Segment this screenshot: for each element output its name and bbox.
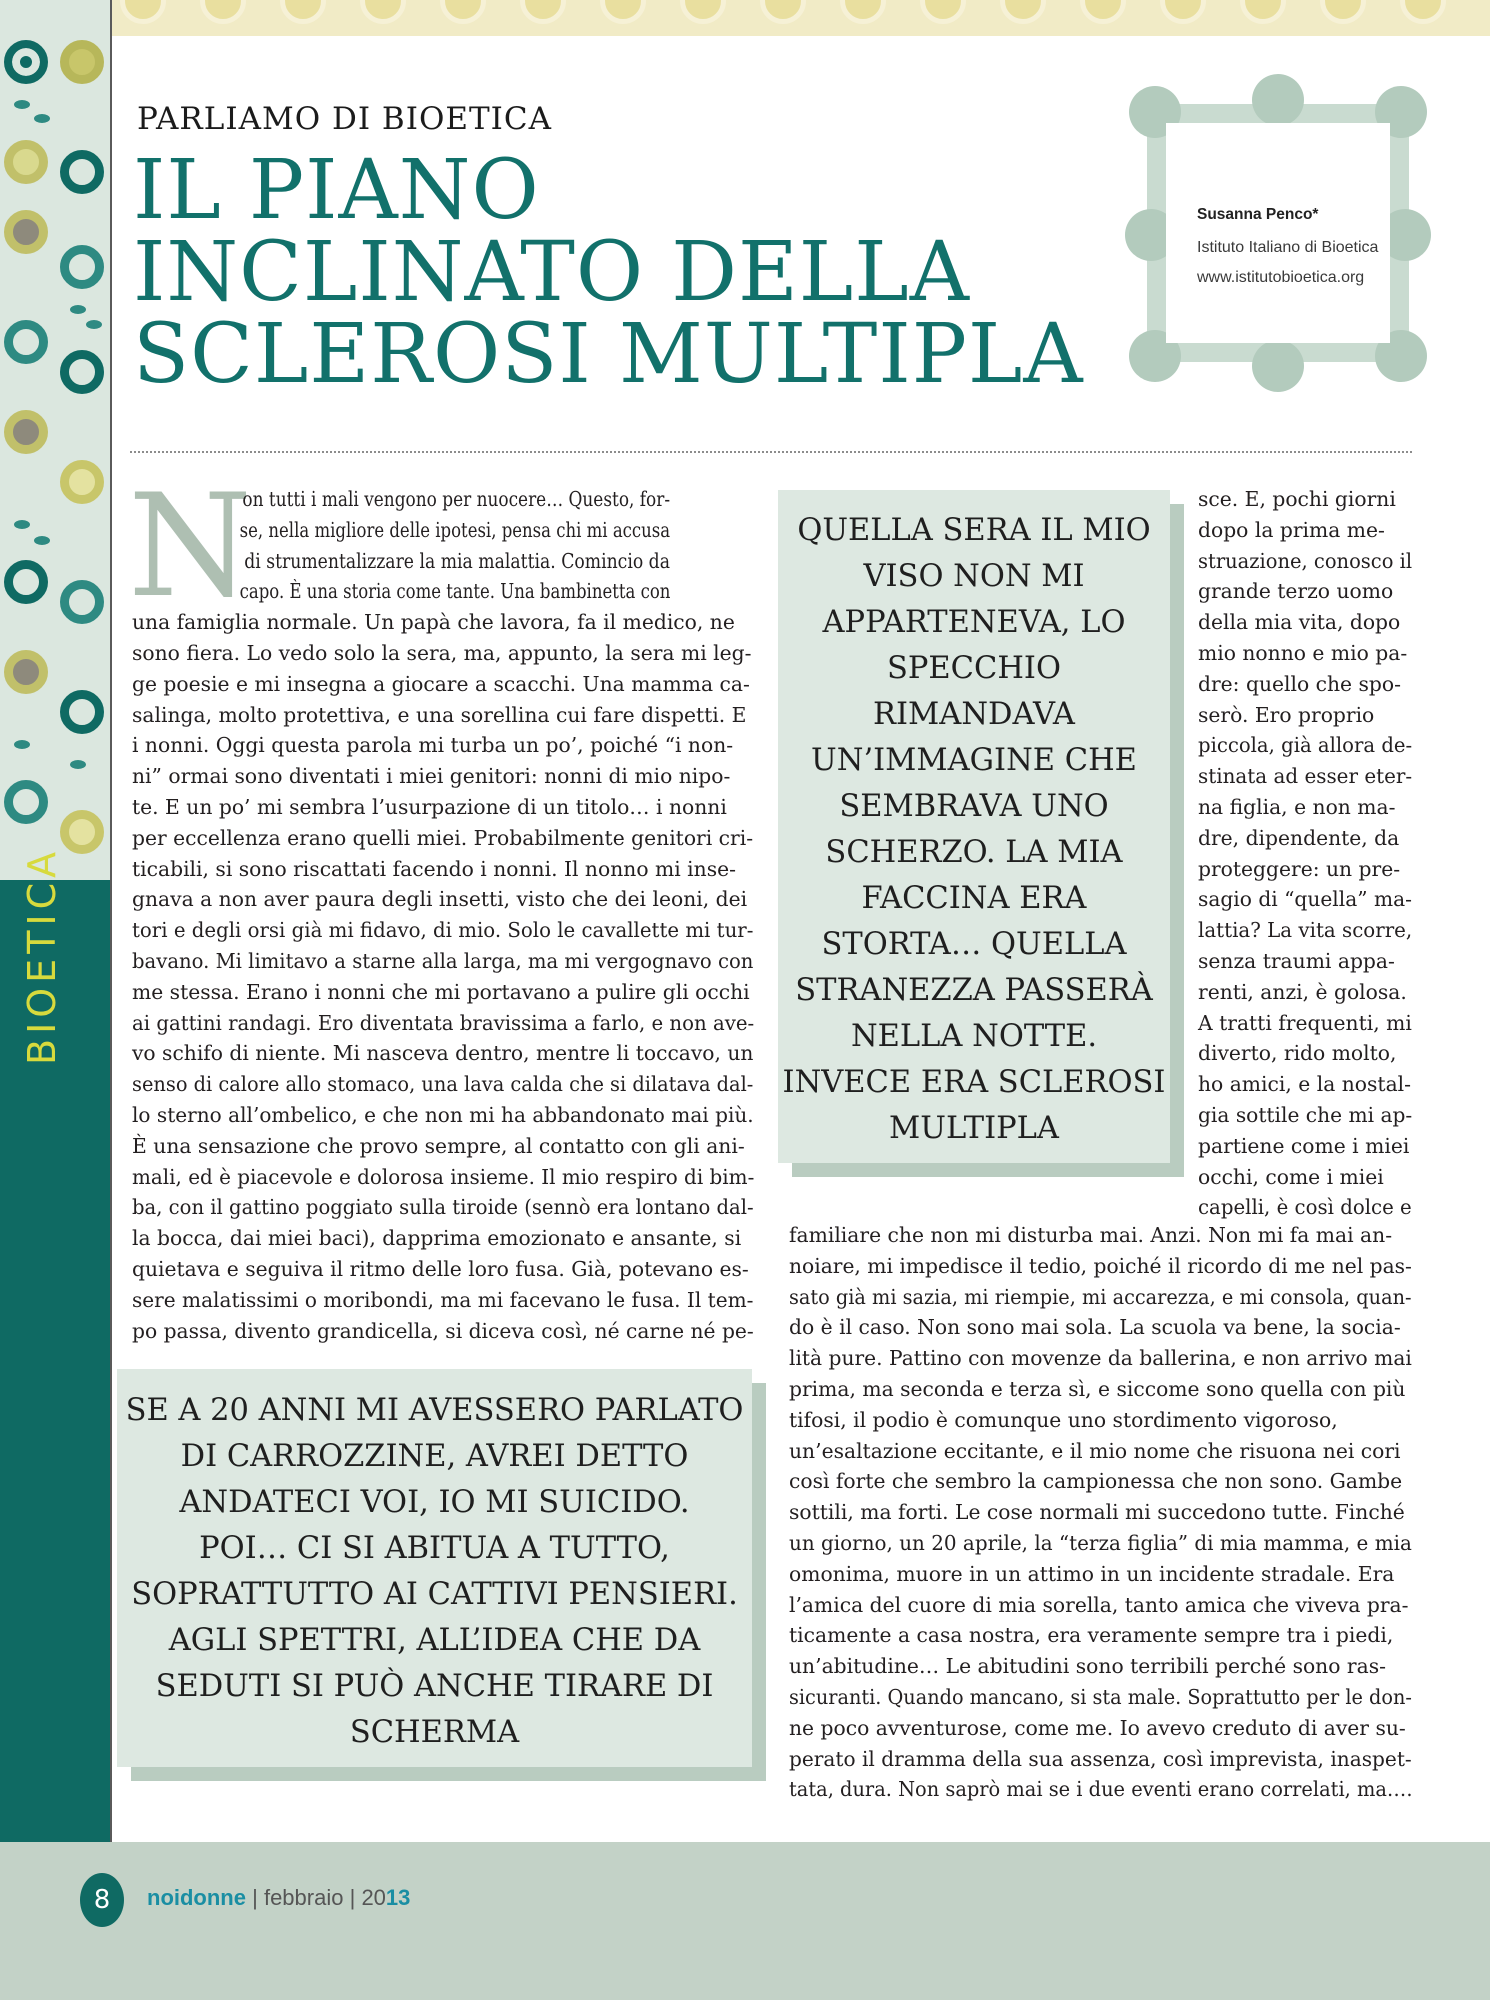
pull-quote-line: FACCINA ERA bbox=[861, 881, 1087, 916]
body-text-line: mio nonno e mio pa- bbox=[1198, 640, 1408, 665]
body-text-line: ai gattini randagi. Ero diventata bravissima a farlo, e non ave- bbox=[132, 1010, 755, 1035]
body-text-line: un giorno, un 20 aprile, la “terza figlia” di mia mamma, e mia bbox=[789, 1530, 1412, 1555]
pull-quote-line: VISO NON MI bbox=[863, 559, 1085, 594]
body-text-line: della mia vita, dopo bbox=[1198, 610, 1401, 635]
margin-rule bbox=[110, 0, 112, 1842]
body-text-line: diverto, rido molto, bbox=[1198, 1041, 1397, 1066]
body-text-line: na figlia, e non ma- bbox=[1198, 794, 1396, 819]
pull-quote-line: INVECE ERA SCLEROSI bbox=[782, 1065, 1166, 1100]
body-text-line: grande terzo uomo bbox=[1198, 579, 1394, 604]
body-text-line: un’abitudine… Le abitudini sono terribili perché sono ras- bbox=[789, 1654, 1386, 1679]
body-text-line: tifosi, il podio è comunque uno stordimento vigoroso, bbox=[789, 1407, 1338, 1432]
pull-quote-line: STORTA… QUELLA bbox=[821, 927, 1127, 962]
pull-quote-line: POI… CI SI ABITUA A TUTTO, bbox=[199, 1531, 670, 1566]
body-text-line: perato il dramma della sua assenza, così imprevista, inaspet- bbox=[789, 1746, 1412, 1771]
kicker: PARLIAMO DI BIOETICA bbox=[137, 101, 553, 137]
issue-year-prefix: 20 bbox=[361, 1885, 386, 1910]
body-text-line: così forte che sembro la campionessa che non sono. Gambe bbox=[789, 1469, 1403, 1494]
body-text-line: i nonni. Oggi questa parola mi turba un po’, poiché “i non- bbox=[132, 733, 734, 758]
top-decorative-band bbox=[0, 0, 1490, 36]
body-text-line: mali, ed è piacevole e dolorosa insieme. Il mio respiro di bim- bbox=[132, 1164, 755, 1189]
body-text-line: sere malatissimi o moribondi, ma mi facevano le fusa. Il tem- bbox=[132, 1287, 754, 1312]
pull-quote-line: AGLI SPETTRI, ALL’IDEA CHE DA bbox=[168, 1623, 701, 1658]
pull-quote-2 bbox=[117, 1369, 752, 1767]
page-footer bbox=[0, 1842, 1490, 2000]
drop-cap: N bbox=[128, 464, 253, 629]
pull-quote-line: SCHERMA bbox=[349, 1715, 520, 1750]
body-text-line: po passa, divento grandicella, si diceva così, né carne né pe- bbox=[132, 1318, 754, 1343]
body-text-line: per eccellenza erano quelli miei. Probabilmente genitori cri- bbox=[132, 825, 754, 850]
body-text-line: serò. Ero proprio bbox=[1198, 702, 1375, 727]
body-text-line: capo. È una storia come tante. Una bambinetta con bbox=[239, 579, 671, 604]
issue-year-suffix: 13 bbox=[385, 1885, 411, 1910]
body-text-line: noiare, mi impedisce il tedio, poiché il ricordo di me nel pas- bbox=[789, 1253, 1412, 1278]
body-text-line: te. E un po’ mi sembra l’usurpazione di un titolo… i nonni bbox=[132, 794, 727, 819]
pull-quote-2-text bbox=[117, 1388, 752, 1756]
body-text-line: lo sterno all’ombelico, e che non mi ha abbandonato mai più. bbox=[132, 1102, 754, 1127]
pull-quote-line: SE A 20 ANNI MI AVESSERO PARLATO bbox=[125, 1393, 744, 1428]
body-text-line: senso di calore allo stomaco, una lava calda che si dilatava dal- bbox=[132, 1072, 754, 1097]
body-text-line: gia sottile che mi ap- bbox=[1198, 1102, 1413, 1127]
author-name: Susanna Penco* bbox=[1197, 206, 1319, 223]
footer-separator: | bbox=[349, 1885, 356, 1910]
body-text-line: lità pure. Pattino con movenze da ballerina, e non arrivo mai bbox=[789, 1346, 1412, 1371]
magazine-name: noidonne bbox=[147, 1885, 246, 1910]
left-decorative-pattern bbox=[0, 0, 110, 880]
body-text-line: tori e degli orsi già mi fidavo, di mio. Solo le cavallette mi tur- bbox=[132, 918, 754, 943]
body-text-line: ni” ormai sono diventati i miei genitori: nonni di mio nipo- bbox=[132, 764, 731, 789]
footer-separator: | bbox=[252, 1885, 258, 1910]
title-line: SCLEROSI MULTIPLA bbox=[133, 307, 1084, 402]
body-text-line: proteggere: un pre- bbox=[1198, 856, 1401, 881]
body-text-line: un’esaltazione eccitante, e il mio nome che risuona nei cori bbox=[789, 1438, 1401, 1463]
pull-quote-line: SEMBRAVA UNO bbox=[839, 789, 1109, 824]
body-text-line: partiene come i miei bbox=[1198, 1133, 1410, 1158]
body-text-line: sono fiera. Lo vedo solo la sera, ma, appunto, la sera mi leg- bbox=[132, 640, 752, 665]
article-title bbox=[133, 143, 1084, 402]
pull-quote-line: STRANEZZA PASSERÀ bbox=[795, 973, 1153, 1008]
pull-quote-line: SEDUTI SI PUÒ ANCHE TIRARE DI bbox=[155, 1669, 714, 1704]
body-text-line: dre: quello che spo- bbox=[1198, 671, 1401, 696]
body-text-line: ticabili, si sono riscattati facendo i nonni. Il nonno mi inse- bbox=[132, 856, 736, 881]
body-text-line: renti, anzi, è golosa. bbox=[1198, 979, 1407, 1004]
body-text-line: me stessa. Erano i nonni che mi portavano a pulire gli occhi bbox=[132, 979, 750, 1004]
body-text-line: A tratti frequenti, mi bbox=[1198, 1010, 1412, 1035]
body-text-line: piccola, già allora de- bbox=[1198, 733, 1413, 758]
pull-quote-line: NELLA NOTTE. bbox=[850, 1019, 1098, 1054]
body-text-line: lattia? La vita scorre, bbox=[1198, 918, 1413, 943]
body-text-line: on tutti i mali vengono per nuocere… Questo, for- bbox=[242, 487, 671, 511]
body-text-line: dre, dipendente, da bbox=[1198, 825, 1400, 850]
issue-year bbox=[361, 1885, 410, 1910]
pull-quote-line: SOPRATTUTTO AI CATTIVI PENSIERI. bbox=[131, 1577, 738, 1612]
pull-quote-line: APPARTENEVA, LO bbox=[822, 605, 1126, 640]
body-text-line: struazione, conosco il bbox=[1198, 548, 1413, 573]
issue-month: febbraio bbox=[263, 1885, 344, 1910]
body-text-line: ne poco avventurose, come me. Io avevo creduto di aver su- bbox=[789, 1715, 1406, 1740]
body-text-line: capelli, è così dolce e bbox=[1198, 1195, 1412, 1220]
body-text-line: sottili, ma forti. Le cose normali mi succedono tutte. Finché bbox=[789, 1500, 1405, 1525]
body-text-line: tata, dura. Non saprò mai se i due eventi erano correlati, ma…. bbox=[789, 1777, 1413, 1802]
body-text-line: ticamente a casa nostra, era veramente sempre tra i piedi, bbox=[789, 1623, 1394, 1648]
column-2-text bbox=[1198, 484, 1412, 1223]
article-column-2 bbox=[1198, 484, 1412, 1223]
body-text-line: salinga, molto protettiva, e una sorellina cui fare dispetti. E bbox=[132, 702, 747, 727]
column-1-text bbox=[132, 484, 754, 1346]
body-text-line: l’amica del cuore di mia sorella, tanto amica che viveva pra- bbox=[789, 1592, 1409, 1617]
body-text-line: sicuranti. Quando mancano, si sta male. Soprattutto per le don- bbox=[789, 1684, 1412, 1709]
magazine-footer-credit bbox=[147, 1885, 410, 1911]
body-text-line: bavano. Mi limitavo a starne alla larga, ma mi vergognavo con bbox=[132, 948, 754, 973]
body-text-line: vo schifo di niente. Mi nasceva dentro, mentre li toccavo, un bbox=[132, 1041, 754, 1066]
pull-quote-line: ANDATECI VOI, IO MI SUICIDO. bbox=[179, 1485, 690, 1520]
title-line: IL PIANO bbox=[133, 143, 540, 238]
pull-quote-line: UN’IMMAGINE CHE bbox=[811, 743, 1137, 778]
column-3-text bbox=[789, 1220, 1412, 1805]
pull-quote-line: QUELLA SERA IL MIO bbox=[797, 513, 1151, 548]
pull-quote-line: RIMANDAVA bbox=[873, 697, 1075, 732]
pull-quote-1 bbox=[778, 490, 1170, 1163]
pull-quote-line: SPECCHIO bbox=[886, 651, 1061, 686]
body-text-line: ge poesie e mi insegna a giocare a scacchi. Una mamma ca- bbox=[132, 671, 750, 696]
body-text-line: una famiglia normale. Un papà che lavora, fa il medico, ne bbox=[132, 610, 735, 635]
pull-quote-line: DI CARROZZINE, AVREI DETTO bbox=[180, 1439, 689, 1474]
title-line: INCLINATO DELLA bbox=[133, 225, 970, 320]
body-text-line: prima, ma seconda e terza sì, e siccome sono quella con più bbox=[789, 1376, 1406, 1401]
pull-quote-line: SCHERZO. LA MIA bbox=[825, 835, 1123, 870]
article-column-3 bbox=[789, 1220, 1412, 1805]
body-text-line: quietava e seguiva il ritmo delle loro fusa. Già, potevano es- bbox=[132, 1256, 749, 1281]
page-number: 8 bbox=[80, 1873, 124, 1927]
author-website: www.istitutobioetica.org bbox=[1197, 269, 1365, 286]
body-text-line: stinata ad esser eter- bbox=[1198, 764, 1413, 789]
body-text-line: di strumentalizzare la mia malattia. Comincio da bbox=[244, 548, 670, 573]
body-text-line: gnava a non aver paura degli insetti, visto che dei leoni, dei bbox=[132, 887, 748, 912]
dotted-separator bbox=[130, 451, 1412, 453]
body-text-line: familiare che non mi disturba mai. Anzi. Non mi fa mai an- bbox=[789, 1223, 1393, 1247]
body-text-line: sce. E, pochi giorni bbox=[1198, 487, 1396, 511]
body-text-line: do è il caso. Non sono mai sola. La scuola va bene, la socia- bbox=[789, 1315, 1401, 1340]
pull-quote-1-text bbox=[778, 508, 1170, 1152]
body-text-line: È una sensazione che provo sempre, al contatto con gli ani- bbox=[132, 1133, 745, 1158]
body-text-line: ba, con il gattino poggiato sulla tiroide (sennò era lontano dal- bbox=[132, 1195, 754, 1220]
article-column-1 bbox=[128, 464, 755, 1346]
body-text-line: sato già mi sazia, mi riempie, mi accarezza, e mi consola, quan- bbox=[789, 1284, 1412, 1309]
body-text-line: dopo la prima me- bbox=[1198, 517, 1385, 542]
author-box-inner bbox=[1166, 123, 1390, 343]
body-text-line: sagio di “quella” ma- bbox=[1198, 887, 1412, 912]
body-text-line: la bocca, dai miei baci), dapprima emozionato e ansante, si bbox=[132, 1226, 742, 1251]
pull-quote-line: MULTIPLA bbox=[889, 1111, 1059, 1146]
body-text-line: ho amici, e la nostal- bbox=[1198, 1072, 1412, 1097]
body-text-line: occhi, come i miei bbox=[1198, 1164, 1384, 1189]
body-text-line: se, nella migliore delle ipotesi, pensa chi mi accusa bbox=[239, 517, 671, 542]
body-text-line: senza traumi appa- bbox=[1198, 948, 1395, 973]
author-affiliation: Istituto Italiano di Bioetica bbox=[1197, 239, 1379, 256]
body-text-line: omonima, muore in un attimo in un incidente stradale. Era bbox=[789, 1561, 1395, 1586]
author-box bbox=[1147, 104, 1409, 362]
section-label bbox=[20, 995, 40, 1065]
